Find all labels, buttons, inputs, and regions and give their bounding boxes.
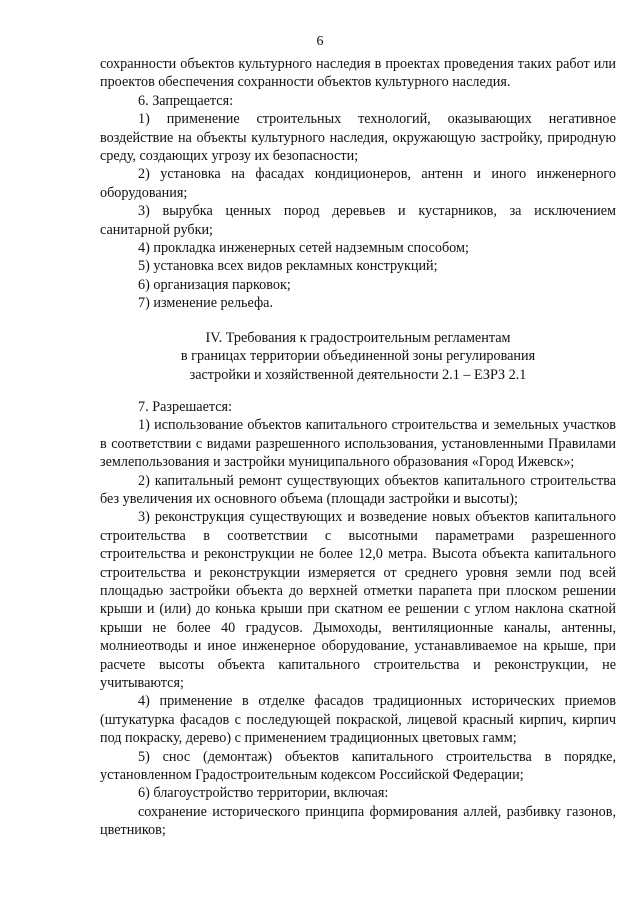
permission-item-1: 1) использование объектов капитального строительства и земельных участков в соответствии с видами разрешенного использования, установленными Правилами землепользования и застройки муниципального образования «Город Ижевск»; [100,417,616,471]
clause-7-title: 7. Разрешается: [138,398,233,415]
page-number: 6 [316,34,324,49]
permission-item-5: 5) снос (демонтаж) объектов капитального строительства в порядке, установленном Градостроительным кодексом Российской Федерации; [100,748,616,784]
heading-line-2: в границах территории объединенной зоны регулирования [180,348,536,365]
prohibition-item-5: 5) установка всех видов рекламных конструкций; [138,258,438,275]
prohibition-item-3: 3) вырубка ценных пород деревьев и кустарников, за исключением санитарной рубки; [100,203,616,238]
heading-line-1: IV. Требования к градостроительным регламентам [205,329,511,346]
prohibition-item-2: 2) установка на фасадах кондиционеров, антенн и иного инженерного оборудования; [100,166,616,201]
permission-item-3: 3) реконструкция существующих и возведение новых объектов капитального строительства в соответствии с высотными параметрами разрешенного строительства и реконструкции не более 12,0 метра. Высота объекта капитального строительства и реконструкции измеряется от среднего уровня земли под всей площадью застройки объекта до верхней отметки парапета при плоском решении крыши и (или) до конька крыши при скатном ее решении с углом наклона скатной крыши не более 40 градусов. Дымоходы, вентиляционные каналы, антенны, молниеотводы и иное инженерное оборудование, устанавливаемое на крыше, при расчете высоты объекта капитального строительства и реконструкции, не учитываются; [100,509,616,691]
permission-subitem: сохранение исторического принципа формирования аллей, разбивку газонов, цветников; [100,803,616,839]
clause-6-title: 6. Запрещается: [138,92,234,109]
prohibition-item-7: 7) изменение рельефа. [138,295,274,312]
prohibition-item-1: 1) применение строительных технологий, оказывающих негативное воздействие на объекты культурного наследия, окружающую застройку, природную среду, создающих угрозу их безопасности; [100,111,616,165]
section-heading [100,329,616,384]
prohibition-item-6: 6) организация парковок; [138,276,291,293]
permission-item-2: 2) капитальный ремонт существующих объектов капитального строительства без увеличения их основного объема (площади застройки и высоты); [100,472,616,507]
permission-item-4: 4) применение в отделке фасадов традиционных исторических приемов (штукатурка фасадов с последующей покраской, лицевой красный кирпич, кирпич под покраску, дерево) с применением традиционных цветовых гамм; [100,693,616,747]
continuation-paragraph: сохранности объектов культурного наследия в проектах проведения таких работ или проектов обеспечения сохранности объектов культурного наследия. [100,56,616,91]
prohibition-item-4: 4) прокладка инженерных сетей надземным способом; [138,240,469,257]
heading-line-3: застройки и хозяйственной деятельности 2.1 – ЕЗРЗ 2.1 [189,366,527,383]
document-body [100,55,616,840]
permission-item-6: 6) благоустройство территории, включая: [138,785,389,802]
